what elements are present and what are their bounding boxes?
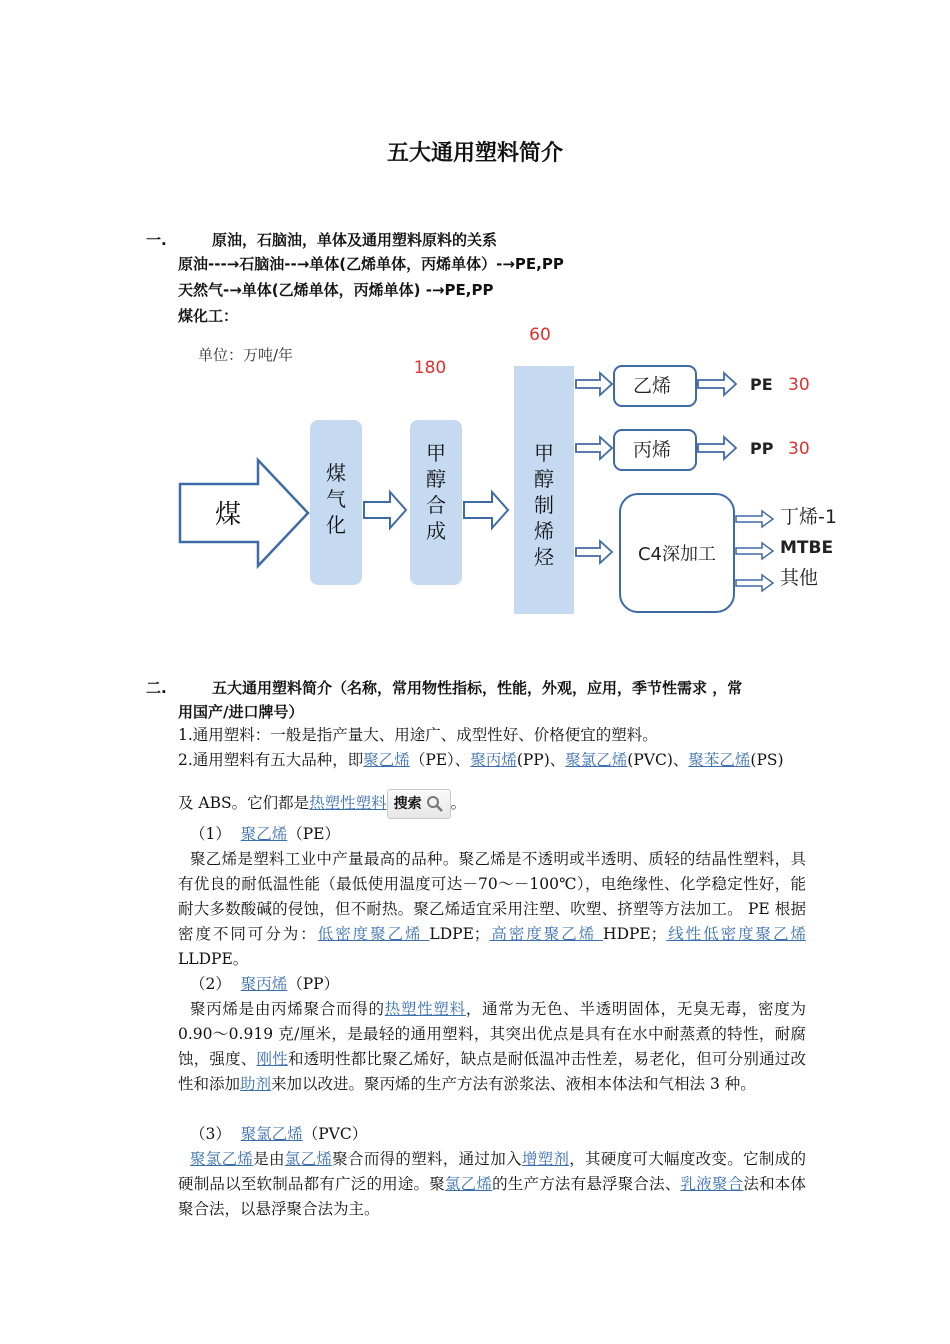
sub2-heading [190,972,818,997]
value-180: 180 [413,358,447,378]
sub3-number: （3） [190,1125,231,1143]
sub2-code: （PP） [287,975,340,993]
section1-line3: 煤化工： [178,307,239,325]
arrow-c4-to-butene [736,511,773,527]
arrow-ethylene-to-pe [698,373,736,395]
pp-label: PP [750,439,774,458]
sub3-text-4: 的生产方法有悬浮聚合法、 [492,1175,681,1193]
link-vinyl-chloride-2[interactable]: 氯乙烯 [444,1175,493,1193]
ethylene-label: 乙烯 [632,375,672,397]
sub1-link[interactable]: 聚乙烯 [240,825,288,843]
p2-pvc-text: (PVC)、 [627,751,689,769]
p2-pe-text: （PE）、 [409,751,471,769]
search-button-label: 搜索 [393,796,422,812]
arrow-c4-to-mtbe [736,543,773,559]
c4-label: C4深加工 [637,544,717,565]
sub1-text: 聚乙烯是塑料工业中产量最高的品种。聚乙烯是不透明或半透明、质轻的结晶性塑料，具有优良的耐低温性能（最低使用温度可达－70～－100℃），电绝缘性、化学稳定性好，能耐大多数酸碱的侵蚀，但不耐热。聚乙烯适宜采用注塑、吹塑、挤塑等方法加工。 PE 根据密度不同可分为： [178,850,806,943]
pe-label: PE [750,375,773,394]
sub2-text-4: 来加以改进。聚丙烯的生产方法有淤浆法、液相本体法和气相法 3 种。 [271,1075,756,1093]
link-additive[interactable]: 助剂 [240,1075,272,1093]
sub1-code: （PE） [287,825,340,843]
link-rigidity[interactable]: 刚性 [256,1050,288,1068]
link-ps[interactable]: 聚苯乙烯 [688,751,751,769]
link-thermoplastic-2[interactable]: 热塑性塑料 [384,1000,466,1018]
sub3-heading [190,1122,818,1147]
link-vinyl-chloride[interactable]: 氯乙烯 [284,1150,333,1168]
p3-text: 及 ABS。它们都是 [178,794,310,812]
unit-label: 单位：万吨/年 [198,346,294,364]
pp-value: 30 [788,439,810,459]
sub1-lldpe-text: LLDPE。 [178,950,249,968]
section1-heading: 原油，石脑油，单体及通用塑料原料的关系 [212,231,498,249]
sub3-text-5: 法和本体聚合法，以悬浮聚合法为主。 [178,1175,806,1218]
arrow-propylene-to-pp [698,437,736,459]
methanol-char-1: 甲 [426,441,446,465]
pe-value: 30 [788,375,810,395]
section1-line1: 原油---→石脑油--→单体(乙烯单体，丙烯单体）-→PE,PP [178,255,564,273]
methanol-char-4: 成 [426,519,446,543]
sub2-number: （2） [190,975,231,993]
sub3-text-3: ，其硬度可大幅度改变。它制成的硬制品以至软制品都有广泛的用途。聚 [178,1150,806,1193]
link-thermoplastic[interactable]: 热塑性塑料 [309,794,387,812]
link-ldpe[interactable]: 低密度聚乙烯 [317,925,430,943]
sub3-text-1: 是由 [253,1150,285,1168]
paragraph-1: 1.通用塑料：一般是指产量大、用途广、成型性好、价格便宜的塑料。 [178,726,658,744]
gasification-char-2: 气 [326,487,346,511]
section2-heading-b: 用国产/进口牌号） [178,703,304,721]
sub3-text-2: 聚合而得的塑料，通过加入 [332,1150,522,1168]
gasification-char-3: 化 [326,513,346,537]
gasification-char-1: 煤 [326,461,346,485]
section2-number: 二. [146,679,167,697]
mto-char-3: 制 [534,493,554,517]
sub2-link[interactable]: 聚丙烯 [240,975,288,993]
link-pvc-2[interactable]: 聚氯乙烯 [190,1150,254,1168]
paragraph-3 [178,788,806,819]
arrow-c4-to-other [736,575,773,591]
sub2-text-1: 聚丙烯是由丙烯聚合而得的 [190,1000,385,1018]
mto-char-4: 烯 [534,519,554,543]
section1-line2: 天然气-→单体(乙烯单体，丙烯单体) -→PE,PP [178,281,494,299]
link-pe[interactable]: 聚乙烯 [363,751,410,769]
sub2-text-2: ，通常为无色、半透明固体，无臭无毒，密度为 0.90～0.919 克/厘米，是最轻的通用塑料，其突出优点是具有在水中耐蒸煮的特性，耐腐蚀，强度、 [178,1000,806,1068]
other-label: 其他 [780,567,819,589]
paragraph-2 [178,748,806,773]
arrow-to-ethylene [576,373,612,395]
mtbe-label: MTBE [780,538,834,558]
link-emulsion-polymerization[interactable]: 乳液聚合 [680,1175,744,1193]
link-plasticizer[interactable]: 增塑剂 [521,1150,570,1168]
p3-end: 。 [450,794,467,812]
link-pvc[interactable]: 聚氯乙烯 [565,751,628,769]
sub3-link[interactable]: 聚氯乙烯 [240,1125,303,1143]
search-button[interactable] [387,789,451,819]
sub1-ldpe-text: LDPE； [429,925,490,943]
arrow-gas-to-methanol [364,492,406,528]
butene-label: 丁烯-1 [780,506,837,528]
link-pp[interactable]: 聚丙烯 [470,751,517,769]
coal-label: 煤 [214,500,242,530]
methanol-char-3: 合 [426,493,446,517]
methanol-char-2: 醇 [426,467,446,491]
coal-arrow-shape [180,460,308,566]
link-hdpe[interactable]: 高密度聚乙烯 [489,925,604,943]
coal-chemical-diagram [170,320,850,620]
mto-char-2: 醇 [534,467,554,491]
section2-heading-a: 五大通用塑料简介（名称，常用物性指标，性能，外观，应用，季节性需求 ，常 [212,679,743,697]
sub2-paragraph [178,997,806,1097]
sub1-number: （1） [190,825,231,843]
sub1-heading [190,822,818,847]
arrow-to-propylene [576,437,612,459]
propylene-label: 丙烯 [632,439,672,461]
arrow-methanol-to-mto [464,492,508,528]
sub2-text-3: 和透明性都比聚乙烯好，缺点是耐低温冲击性差，易老化，但可分别通过改性和添加 [178,1050,806,1093]
page-title: 五大通用塑料简介 [386,140,563,166]
sub3-paragraph [178,1147,806,1222]
section1-number: 一. [146,231,167,249]
p2-pp-text: (PP)、 [516,751,566,769]
sub1-hdpe-text: HDPE； [603,925,667,943]
sub3-code: （PVC） [302,1125,368,1143]
search-icon [426,795,444,813]
mto-char-1: 甲 [534,441,554,465]
p2-ps-text: (PS) [750,751,784,769]
link-lldpe[interactable]: 线性低密度聚乙烯 [666,925,806,943]
sub1-paragraph [178,847,806,972]
mto-char-5: 烃 [534,545,554,569]
value-60: 60 [529,325,551,345]
arrow-to-c4 [576,541,612,563]
p2-text: 2.通用塑料有五大品种，即 [178,751,364,769]
